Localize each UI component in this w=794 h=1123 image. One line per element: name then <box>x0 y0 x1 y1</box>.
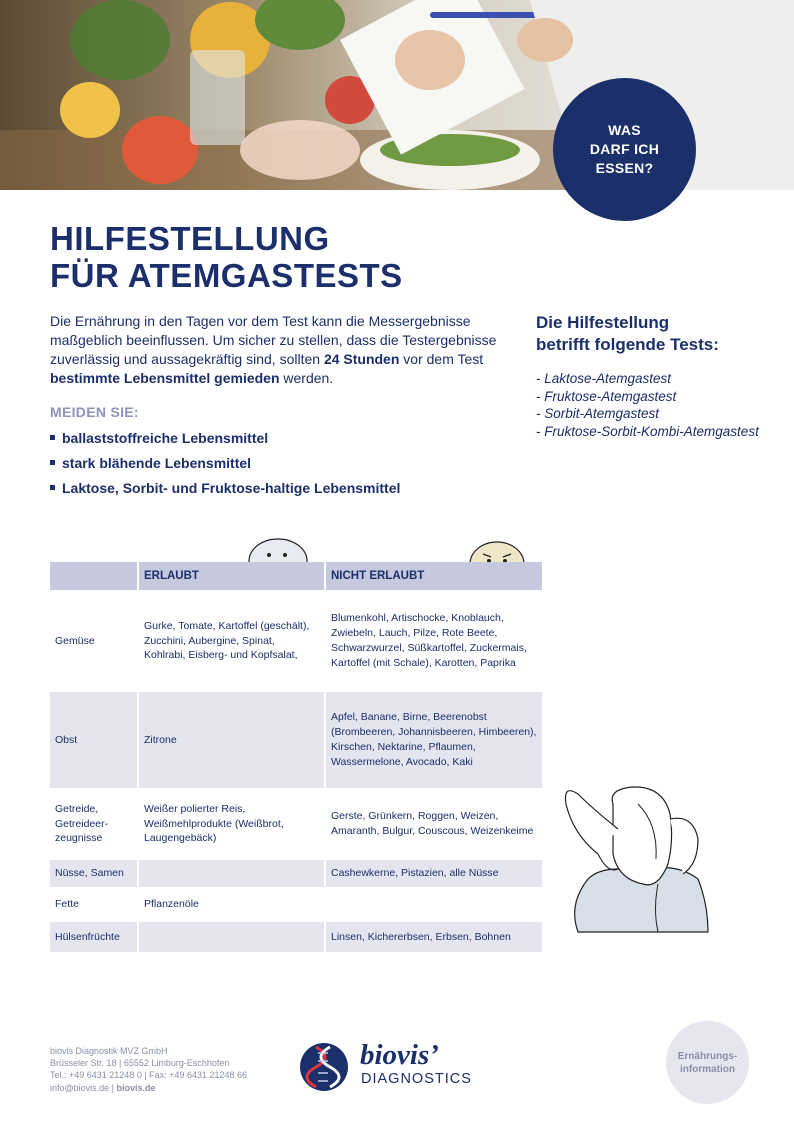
tests-list <box>536 370 759 440</box>
table-header-row <box>50 562 542 590</box>
table-cell-allowed: Zitrone <box>138 692 325 788</box>
table-row <box>50 792 542 856</box>
avoid-list <box>50 430 400 505</box>
badge-line: ESSEN? <box>595 160 654 176</box>
bullet-square-icon <box>50 460 55 465</box>
table-cell-category: Getreide, Getreideerzeugnisse <box>55 802 109 845</box>
test-item: - Fruktose-Sorbit-Kombi-Atemgastest <box>536 423 759 439</box>
food-table <box>50 562 542 952</box>
avoid-item-label: stark blähende Lebensmittel <box>62 455 252 471</box>
table-cell-category: Hülsenfrüchte <box>50 922 138 952</box>
table-cell-category: Gemüse <box>55 634 95 647</box>
table-cell-category: Nüsse, Samen <box>50 860 138 887</box>
bullet-square-icon <box>50 435 55 440</box>
intro-text: vor dem Test <box>399 351 484 367</box>
biovis-logo <box>300 1040 500 1090</box>
test-item: - Sorbit-Atemgastest <box>536 406 660 422</box>
avoid-item <box>50 430 400 455</box>
footer-phone: Tel.: +49 6431 21248 0 | Fax: +49 6431 21248 66 <box>50 1070 247 1081</box>
table-cell-allowed: Gurke, Tomate, Kartoffel (geschält), Zucchini, Aubergine, Spinat, Kohlrabi, Eisberg- und Kopfsalat, <box>138 594 325 688</box>
table-row <box>50 922 542 952</box>
tests-heading <box>536 312 719 356</box>
page-title <box>50 220 403 294</box>
table-cell-forbidden: Apfel, Banane, Birne, Beerenobst (Brombeeren, Johannisbeeren, Himbeeren), Kirschen, Nektarine, Pflaumen, Wassermelone, Avocado, Kaki <box>325 692 542 788</box>
avoid-item <box>50 480 400 505</box>
title-line-1: HILFESTELLUNG <box>50 220 330 257</box>
footer-street: Brüsseler Str. 18 | 65552 Limburg-Eschhofen <box>50 1058 230 1069</box>
avoid-item <box>50 455 400 480</box>
avoid-item-label: ballaststoffreiche Lebensmittel <box>62 430 269 446</box>
table-cell-forbidden <box>325 891 542 918</box>
table-header-forbidden: NICHT ERLAUBT <box>325 562 542 590</box>
table-cell-forbidden: Cashewkerne, Pistazien, alle Nüsse <box>325 860 542 887</box>
woman-illustration <box>558 784 718 934</box>
logo-subtitle: DIAGNOSTICS <box>361 1071 472 1087</box>
intro-bold-foods: bestimmte Lebensmittel gemieden <box>50 370 280 386</box>
footer-contact <box>50 1082 247 1094</box>
avoid-heading: MEIDEN SIE: <box>50 404 139 420</box>
dna-logo-icon <box>300 1043 348 1091</box>
intro-text: Die Ernährung in den Tagen vor dem Test kann die Messergebnisse maßgeblich beeinflussen. Um sicher zu stellen, dass die Testergebnisse zuverlässig und aussagekräftig sind, sollten <box>50 313 497 367</box>
test-item: - Laktose-Atemgastest <box>536 371 672 386</box>
tests-heading-line: Die Hilfestellung <box>536 313 670 332</box>
badge-was-darf-ich-essen <box>553 78 696 221</box>
table-row <box>50 692 542 788</box>
footer-separator: | <box>109 1082 117 1093</box>
footer-web-link[interactable]: biovis.de <box>116 1082 156 1093</box>
intro-text: werden. <box>279 370 334 386</box>
table-cell-forbidden: Blumenkohl, Artischocke, Knoblauch, Zwiebeln, Lauch, Pilze, Rote Beete, Schwarzwurzel, Süßkartoffel, Zuckermais, Kartoffel (mit Schale), Karotten, Paprika <box>325 594 542 688</box>
table-row <box>50 594 542 688</box>
badge-line: WAS <box>608 122 641 138</box>
table-row <box>50 860 542 887</box>
table-cell-forbidden: Gerste, Grünkern, Roggen, Weizen, Amaranth, Bulgur, Couscous, Weizenkeime <box>325 792 542 856</box>
table-cell-allowed: Pflanzenöle <box>138 891 325 918</box>
intro-bold-hours: 24 Stunden <box>323 351 400 367</box>
title-line-2: FÜR ATEMGASTESTS <box>50 257 403 294</box>
info-badge-line: information <box>680 1063 735 1075</box>
table-header-allowed: ERLAUBT <box>138 562 325 590</box>
logo-name: biovis’ <box>360 1039 439 1071</box>
table-cell-category: Obst <box>50 692 138 788</box>
table-cell-allowed: Weißer polierter Reis, Weißmehlprodukte (Weißbrot, Laugengebäck) <box>138 792 325 856</box>
badge-line: DARF ICH <box>589 141 660 157</box>
footer-email-link[interactable]: info@biovis.de <box>50 1082 110 1093</box>
tests-heading-line: betrifft folgende Tests: <box>536 335 719 354</box>
footer-address <box>50 1045 247 1094</box>
footer-company: biovis Diagnostik MVZ GmbH <box>50 1046 168 1056</box>
info-badge <box>666 1021 749 1104</box>
avoid-item-label: Laktose, Sorbit- und Fruktose-haltige Lebensmittel <box>62 480 401 496</box>
table-cell-category: Fette <box>55 898 79 911</box>
intro-paragraph <box>50 312 505 388</box>
table-cell-allowed <box>138 922 325 952</box>
table-cell-allowed <box>138 860 325 887</box>
info-badge-line: Ernährungs- <box>677 1050 738 1062</box>
bullet-square-icon <box>50 485 55 490</box>
test-item: - Fruktose-Atemgastest <box>536 388 677 404</box>
table-cell-forbidden: Linsen, Kichererbsen, Erbsen, Bohnen <box>325 922 542 952</box>
table-header-category <box>50 562 138 590</box>
table-row <box>50 891 542 918</box>
